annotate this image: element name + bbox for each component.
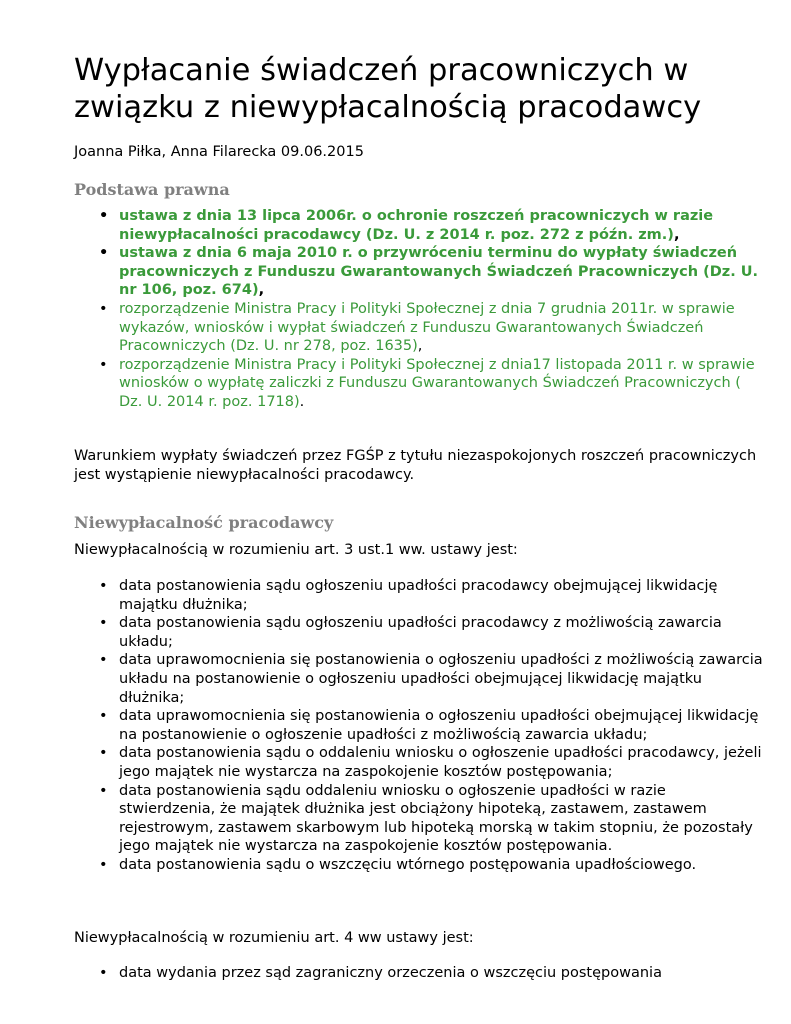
list-item: • data uprawomocnienia się postanowienia o ogłoszeniu upadłości z możliwością zawarcia układu na postanowienie o ogłoszeniu upadłości obejmującej likwidację majątku dłużnika; [74, 651, 764, 707]
list-item: • data uprawomocnienia się postanowienia o ogłoszeniu upadłości obejmującej likwidację na postanowienie o ogłoszenie upadłości z możliwością zawarcia układu; [74, 707, 764, 744]
list-item: • data postanowienia sądu ogłoszeniu upadłości pracodawcy obejmującej likwidację majątku dłużnika; [74, 577, 764, 614]
legal-item-tail: , [258, 282, 265, 299]
legal-item-link[interactable]: rozporządzenie Ministra Pracy i Polityki Społecznej z dnia17 listopada 2011 r. w sprawie wniosków o wypłatę zaliczki z Funduszu Gwarantowanych Świadczeń Pracowniczych ( Dz. U. 2014 r. poz. 1718) [119, 356, 755, 410]
legal-item[interactable] [74, 300, 764, 356]
list-item: • data postanowienia sądu o wszczęciu wtórnego postępowania upadłościowego. [74, 856, 764, 875]
art3-intro: Niewypłacalnością w rozumieniu art. 3 ust.1 ww. ustawy jest: [74, 542, 518, 558]
legal-item-tail: , [673, 226, 680, 243]
legal-basis-heading: Podstawa prawna [74, 180, 230, 199]
legal-item-link[interactable]: rozporządzenie Ministra Pracy i Polityki Społecznej z dnia 7 grudnia 2011r. w sprawie wykazów, wniosków i wypłat świadczeń z Funduszu Gwarantowanych Świadczeń Pracowniczych (Dz. U. nr 278, poz. 1635) [119, 300, 735, 355]
legal-basis-list [74, 207, 764, 412]
legal-item-tail: . [299, 393, 305, 410]
legal-item-link[interactable]: ustawa z dnia 6 maja 2010 r. o przywróceniu terminu do wypłaty świadczeń pracowniczych z Funduszu Gwarantowanych Świadczeń Pracowniczych (Dz. U. nr 106, poz. 674) [119, 245, 759, 299]
list-item: • data postanowienia sądu oddaleniu wniosku o ogłoszenie upadłości w razie stwierdzenia, że majątek dłużnika jest obciążony hipoteką, zastawem, zastawem rejestrowym, zastawem skarbowym lub hipoteką morską w takim stopniu, że pozostały jego majątek nie wystarcza na zaspokojenie kosztów postępowania. [74, 782, 764, 856]
legal-item[interactable] [74, 207, 764, 244]
art4-list [74, 964, 764, 983]
art4-intro: Niewypłacalnością w rozumieniu art. 4 ww ustawy jest: [74, 930, 474, 946]
legal-item-link[interactable]: ustawa z dnia 13 lipca 2006r. o ochronie roszczeń pracowniczych w razie niewypłacalności pracodawcy (Dz. U. z 2014 r. poz. 272 z późn. zm.) [119, 208, 714, 243]
art3-list [74, 577, 764, 875]
authors-date: Joanna Piłka, Anna Filarecka 09.06.2015 [74, 144, 364, 160]
list-item: • data postanowienia sądu o oddaleniu wniosku o ogłoszenie upadłości pracodawcy, jeżeli jego majątek nie wystarcza na zaspokojenie kosztów postępowania; [74, 744, 764, 781]
insolvency-heading: Niewypłacalność pracodawcy [74, 513, 334, 532]
legal-item[interactable] [74, 356, 764, 412]
legal-item[interactable] [74, 244, 764, 300]
document-title: Wypłacanie świadczeń pracowniczych w związku z niewypłacalnością pracodawcy [74, 53, 702, 125]
list-item: • data wydania przez sąd zagraniczny orzeczenia o wszczęciu postępowania [74, 964, 764, 983]
legal-item-tail: , [417, 338, 423, 355]
list-item: • data postanowienia sądu ogłoszeniu upadłości pracodawcy z możliwością zawarcia układu; [74, 614, 764, 651]
condition-paragraph: Warunkiem wypłaty świadczeń przez FGŚP z tytułu niezaspokojonych roszczeń pracowniczych jest wystąpienie niewypłacalności pracodawcy. [74, 448, 757, 483]
